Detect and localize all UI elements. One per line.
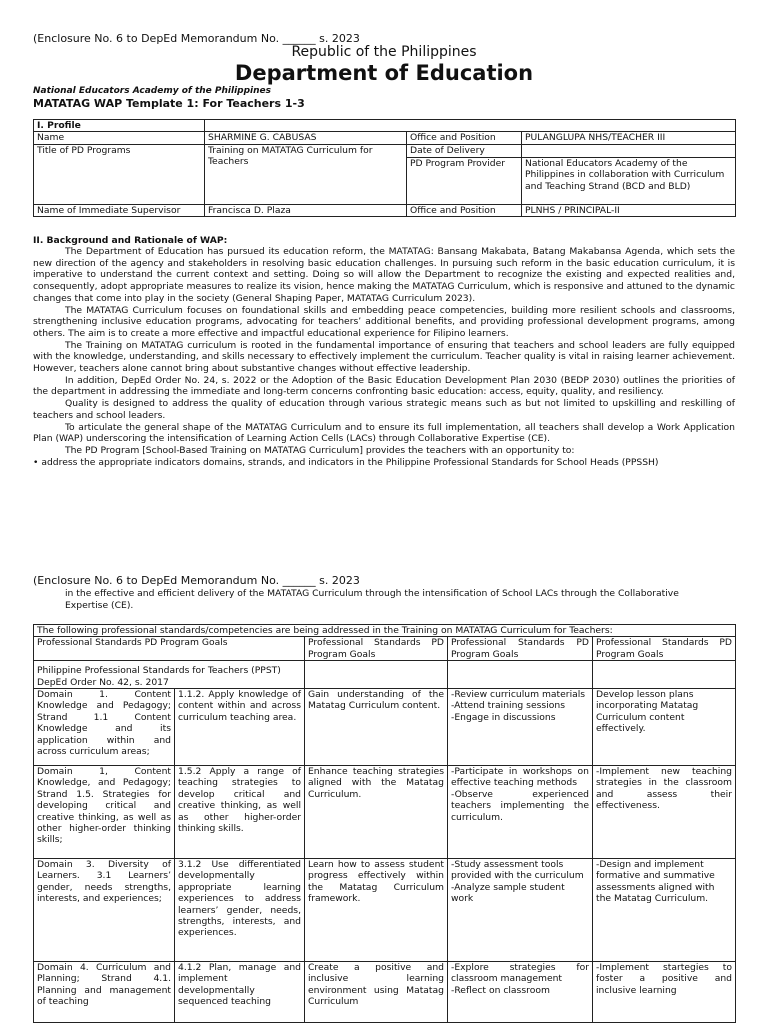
domain-cell: Domain 1. Content Knowledge and Pedagogy; Strand 1.1 Content Knowledge and its application within and across curriculum areas; bbox=[34, 689, 175, 766]
background-paragraph: The Training on MATATAG curriculum is rooted in the fundamental importance of ensuring that teachers and school leaders are fully equipped with the knowledge, understanding, and skills necessary to effectively implement the curriculum. Teacher quality is vital in raising learner achievement. However, teachers alone cannot bring about substantive changes without effective leadership. bbox=[33, 339, 735, 375]
table-row bbox=[34, 766, 736, 859]
background-paragraph: In addition, DepEd Order No. 24, s. 2022 or the Adoption of the Basic Education Development Plan 2030 (BEDP 2030) outlines the priorities of the department in addressing the immediate and long-term concerns confronting basic education: access, equity, quality, and resiliency. bbox=[33, 374, 735, 398]
ppst-order: DepEd Order No. 42, s. 2017 bbox=[37, 676, 169, 688]
goal-cell: Gain understanding of the Matatag Curriculum content. bbox=[305, 689, 448, 766]
activities-cell: -Review curriculum materials -Attend training sessions -Engage in discussions bbox=[448, 689, 593, 766]
profile-header-row bbox=[34, 120, 736, 132]
profile-table bbox=[33, 119, 736, 217]
profile-header-blank bbox=[407, 120, 522, 132]
indicator-cell: 3.1.2 Use differentiated developmentally appropriate learning experiences to address learners’ gender, needs, strengths, interests, and experiences. bbox=[175, 859, 305, 962]
table-row bbox=[34, 962, 736, 1023]
indicator-cell: 4.1.2 Plan, manage and implement developmentally sequenced teaching bbox=[175, 962, 305, 1023]
name-label: Name bbox=[34, 132, 205, 144]
standards-header: Professional Standards PD Program Goals bbox=[34, 637, 305, 661]
provider-value: National Educators Academy of the Philippines in collaboration with Curriculum and Teaching Strand (BCD and BLD) bbox=[522, 157, 736, 204]
profile-row-supervisor bbox=[34, 204, 736, 216]
enclosure-note: (Enclosure No. 6 to DepEd Memorandum No. ______ s. 2023 bbox=[33, 574, 360, 587]
profile-row-pd-title bbox=[34, 144, 736, 157]
ppst-cell bbox=[34, 661, 305, 689]
standards-header: Professional Standards PD Program Goals bbox=[448, 637, 593, 661]
continuation-text bbox=[33, 588, 735, 611]
goal-cell: Enhance teaching strategies aligned with the Matatag Curriculum. bbox=[305, 766, 448, 859]
name-value: SHARMINE G. CABUSAS bbox=[205, 132, 407, 144]
office-label: Office and Position bbox=[407, 132, 522, 144]
domain-cell: Domain 1, Content Knowledge, and Pedagogy; Strand 1.5. Strategies for developing critical and creative thinking, as well as other higher-order thinking skills; bbox=[34, 766, 175, 859]
profile-header-blank bbox=[522, 120, 736, 132]
pd-title-value: Training on MATATAG Curriculum for Teachers bbox=[205, 144, 407, 204]
office-label: Office and Position bbox=[407, 204, 522, 216]
output-cell: -Implement new teaching strategies in the classroom and assess their effectiveness. bbox=[593, 766, 736, 859]
goal-cell: Learn how to assess student progress effectively within the Matatag Curriculum framework. bbox=[305, 859, 448, 962]
output-cell: Develop lesson plans incorporating Matatag Curriculum content effectively. bbox=[593, 689, 736, 766]
enclosure-note: (Enclosure No. 6 to DepEd Memorandum No. ______ s. 2023 bbox=[33, 32, 360, 45]
activities-cell: -Explore strategies for classroom management -Reflect on classroom bbox=[448, 962, 593, 1023]
profile-header-blank bbox=[205, 120, 407, 132]
academy-name: National Educators Academy of the Philippines bbox=[33, 86, 271, 96]
background-title: II. Background and Rationale of WAP: bbox=[33, 235, 228, 246]
republic-heading: Republic of the Philippines bbox=[291, 44, 477, 60]
continuation-line: Expertise (CE). bbox=[65, 599, 134, 611]
profile-row-name bbox=[34, 132, 736, 144]
output-cell: -Implement startegies to foster a positive and inclusive learning bbox=[593, 962, 736, 1023]
pd-title-label: Title of PD Programs bbox=[34, 144, 205, 204]
provider-label: PD Program Provider bbox=[407, 157, 522, 204]
background-body bbox=[33, 246, 735, 468]
template-title: MATATAG WAP Template 1: For Teachers 1-3 bbox=[33, 97, 305, 110]
continuation-line: in the effective and efficient delivery of the MATATAG Curriculum through the intensification of School LACs through the Collaborative bbox=[65, 588, 679, 599]
profile-section-label: I. Profile bbox=[34, 120, 205, 132]
domain-cell: Domain 4. Curriculum and Planning; Strand 4.1. Planning and management of teaching bbox=[34, 962, 175, 1023]
table-row bbox=[34, 689, 736, 766]
ppst-blank bbox=[448, 661, 593, 689]
activities-cell: -Study assessment tools provided with the curriculum -Analyze sample student work bbox=[448, 859, 593, 962]
delivery-value bbox=[522, 144, 736, 157]
office-value: PULANGLUPA NHS/TEACHER III bbox=[522, 132, 736, 144]
standards-intro: The following professional standards/competencies are being addressed in the Training on MATATAG Curriculum for Teachers: bbox=[34, 625, 736, 637]
ppst-title: Philippine Professional Standards for Teachers (PPST) bbox=[37, 665, 281, 677]
table-row bbox=[34, 859, 736, 962]
activities-cell: -Participate in workshops on effective teaching methods -Observe experienced teachers implementing the curriculum. bbox=[448, 766, 593, 859]
standards-intro-row bbox=[34, 625, 736, 637]
background-bullet: • address the appropriate indicators domains, strands, and indicators in the Philippine Professional Standards for School Heads (PPSSH) bbox=[33, 456, 659, 468]
background-paragraph: The Department of Education has pursued its education reform, the MATATAG: Bansang Makabata, Batang Makabansa Agenda, which sets the new direction of the agency and stakeholders in resolving basic education challenges. In pursuing such reform in the basic education curriculum, it is imperative to understand the current context and setting. Doing so will allow the Department to recognize the existing and expected realities and, consequently, adopt appropriate measures to realize its vision, hence making the MATATAG Curriculum, which is responsive and attuned to the dynamic changes that come into play in the society (General Shaping Paper, MATATAG Curriculum 2023). bbox=[33, 246, 735, 304]
output-cell: -Design and implement formative and summative assessments aligned with the Matatag Curriculum. bbox=[593, 859, 736, 962]
delivery-label: Date of Delivery bbox=[407, 144, 522, 157]
supervisor-value: Francisca D. Plaza bbox=[205, 204, 407, 216]
ppst-blank bbox=[305, 661, 448, 689]
ppst-row bbox=[34, 661, 736, 689]
domain-cell: Domain 3. Diversity of Learners. 3.1 Learners’ gender, needs strengths, interests, and experiences; bbox=[34, 859, 175, 962]
goal-cell: Create a positive and inclusive learning environment using Matatag Curriculum bbox=[305, 962, 448, 1023]
standards-header: Professional Standards PD Program Goals bbox=[593, 637, 736, 661]
indicator-cell: 1.1.2. Apply knowledge of content within and across curriculum teaching area. bbox=[175, 689, 305, 766]
background-paragraph: To articulate the general shape of the MATATAG Curriculum and to ensure its full implementation, all teachers shall develop a Work Application Plan (WAP) underscoring the intensification of Learning Action Cells (LACs) through Collaborative Expertise (CE). bbox=[33, 421, 735, 445]
department-heading: Department of Education bbox=[234, 61, 534, 85]
standards-header-row bbox=[34, 637, 736, 661]
standards-header: Professional Standards PD Program Goals bbox=[305, 637, 448, 661]
background-paragraph: Quality is designed to address the quality of education through various strategic means such as but not limited to upskilling and reskilling of teachers and school leaders. bbox=[33, 398, 735, 421]
background-paragraph: The MATATAG Curriculum focuses on foundational skills and embedding peace competencies, building more resilient schools and classrooms, strengthening inclusive education programs, advocating for teachers’ additional benefits, and providing professional development programs, among others. The aim is to create a more effective and impactful educational experience for Filipino learners. bbox=[33, 304, 735, 339]
office-value: PLNHS / PRINCIPAL-II bbox=[522, 204, 736, 216]
ppst-blank bbox=[593, 661, 736, 689]
indicator-cell: 1.5.2 Apply a range of teaching strategies to develop critical and creative thinking, as well as other higher-order thinking skills. bbox=[175, 766, 305, 859]
supervisor-label: Name of Immediate Supervisor bbox=[34, 204, 205, 216]
standards-table bbox=[33, 624, 736, 1023]
background-paragraph: The PD Program [School-Based Training on MATATAG Curriculum] provides the teachers with an opportunity to: bbox=[65, 444, 575, 456]
